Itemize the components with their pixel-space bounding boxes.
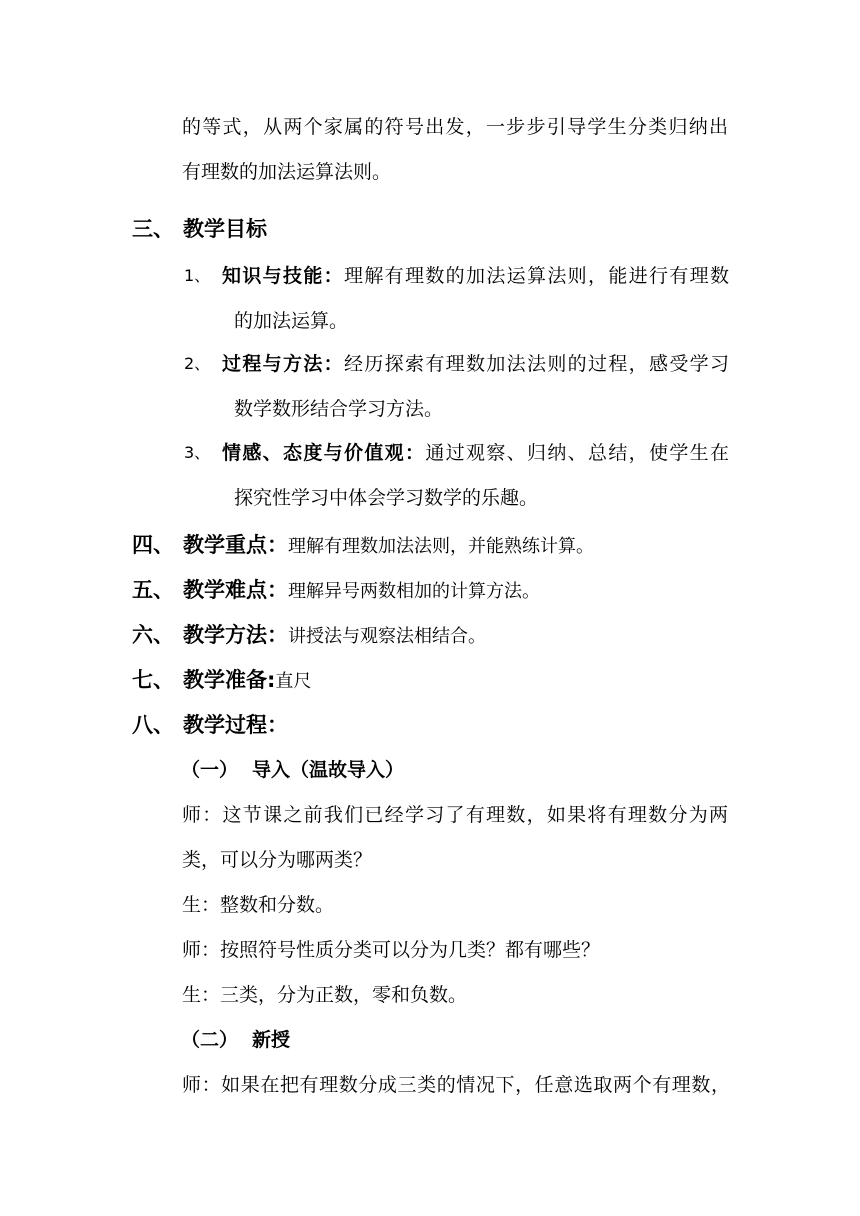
section-7-text: 直尺 <box>275 671 312 692</box>
part-2-title: 新授 <box>252 1029 291 1051</box>
objective-2-number: 2、 <box>184 354 211 373</box>
objective-1-label: 知识与技能： <box>222 265 344 287</box>
section-4-text: 理解有理数加法法则，并能熟练计算。 <box>288 536 594 557</box>
objective-2-line-1 <box>222 352 729 376</box>
section-8-heading <box>183 712 288 738</box>
section-3-number: 三、 <box>132 217 174 241</box>
objective-1-line-2: 的加法运算。 <box>234 310 349 332</box>
dialog-1-line-4: 师：按照符号性质分类可以分为几类？都有哪些？ <box>182 939 601 961</box>
objective-2-text: 经历探索有理数加法法则的过程，感受学习 <box>344 353 729 375</box>
section-5-number: 五、 <box>132 578 174 602</box>
dialog-1-line-1: 师：这节课之前我们已经学习了有理数，如果将有理数分为两 <box>182 804 728 826</box>
objective-3-line-1 <box>222 441 729 465</box>
section-4-heading <box>183 532 594 560</box>
objective-3-label: 情感、态度与价值观： <box>222 442 426 464</box>
objective-1-line-1 <box>222 264 729 288</box>
section-5-text: 理解异号两数相加的计算方法。 <box>288 581 540 602</box>
intro-line-2: 有理数的加法运算法则。 <box>182 161 392 183</box>
section-7-number: 七、 <box>132 668 174 692</box>
dialog-1-line-3: 生：整数和分数。 <box>182 894 335 916</box>
section-7-heading <box>183 667 311 695</box>
dialog-1-line-2: 类，可以分为哪两类？ <box>182 849 373 871</box>
intro-line-1: 的等式，从两个家属的符号出发，一步步引导学生分类归纳出 <box>182 116 728 138</box>
dialog-1-line-5: 生：三类，分为正数，零和负数。 <box>182 984 468 1006</box>
objective-3-line-2: 探究性学习中体会学习数学的乐趣。 <box>234 487 539 509</box>
part-2-number: （二） <box>181 1029 239 1051</box>
section-5-title: 教学难点： <box>183 578 288 602</box>
section-4-number: 四、 <box>132 533 174 557</box>
objective-2-label: 过程与方法： <box>222 353 344 375</box>
section-3-title: 教学目标 <box>183 217 267 241</box>
part-1-number: （一） <box>181 759 239 781</box>
section-4-title: 教学重点： <box>183 533 288 557</box>
objective-1-text: 理解有理数的加法运算法则，能进行有理数 <box>344 265 729 287</box>
section-3-heading <box>183 216 267 242</box>
dialog-2-line-1: 师：如果在把有理数分成三类的情况下，任意选取两个有理数， <box>182 1074 730 1096</box>
part-1-title: 导入（温故导入） <box>252 759 405 781</box>
section-8-title: 教学过程： <box>183 713 288 737</box>
section-6-title: 教学方法： <box>183 623 288 647</box>
section-5-heading <box>183 577 540 605</box>
objective-3-number: 3、 <box>184 443 211 462</box>
section-7-title: 教学准备: <box>183 668 276 692</box>
section-6-number: 六、 <box>132 623 174 647</box>
section-6-heading <box>183 622 486 650</box>
section-6-text: 讲授法与观察法相结合。 <box>288 626 486 647</box>
objective-3-text: 通过观察、归纳、总结，使学生在 <box>425 442 729 464</box>
section-8-number: 八、 <box>132 713 174 737</box>
objective-2-line-2: 数学数形结合学习方法。 <box>234 398 444 420</box>
objective-1-number: 1、 <box>184 266 211 285</box>
